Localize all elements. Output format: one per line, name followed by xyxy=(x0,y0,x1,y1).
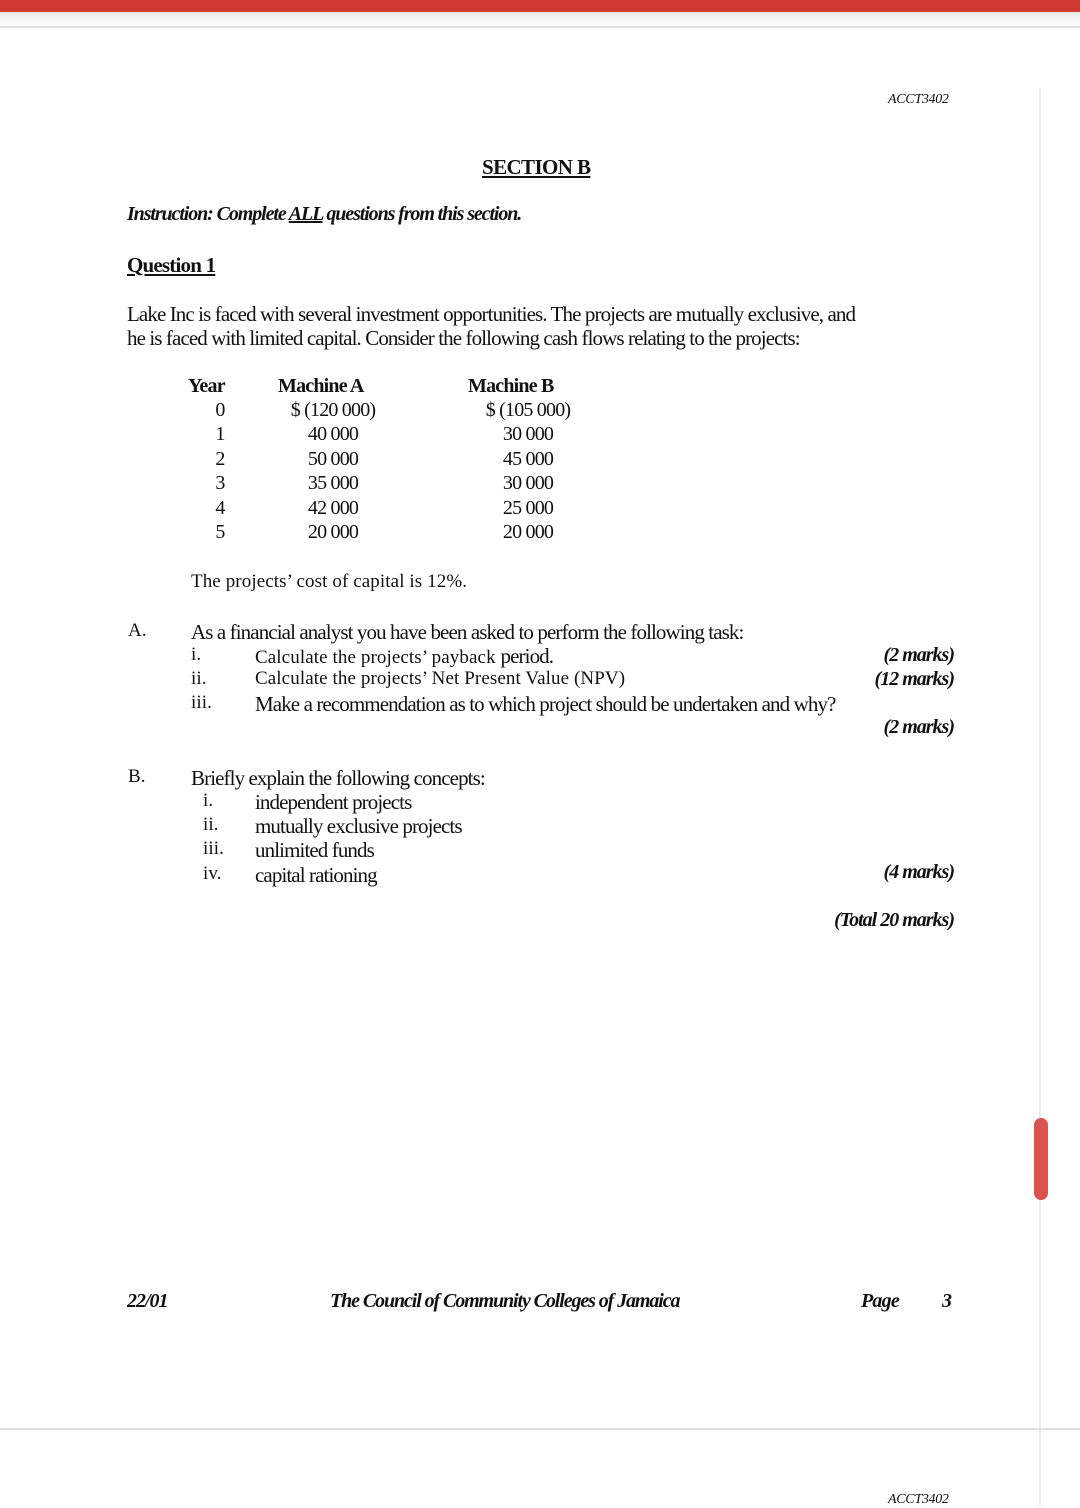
page-right-edge xyxy=(1039,88,1041,1505)
table-row xyxy=(188,447,588,471)
instruction-emphasis: ALL xyxy=(288,203,323,225)
part-a-lead: As a financial analyst you have been asked to perform the following task: xyxy=(191,620,744,644)
part-a-item-3-marks: (2 marks) xyxy=(883,716,954,738)
part-a-item-1-number: i. xyxy=(191,644,202,665)
year-cell: 1 xyxy=(215,423,225,446)
table-row xyxy=(188,398,588,422)
part-a-item-1-text-tail: period. xyxy=(500,644,554,668)
section-title: SECTION B xyxy=(482,155,591,179)
machine-b-cell: 45 000 xyxy=(502,447,554,470)
machine-a-cell: 20 000 xyxy=(307,521,359,544)
year-cell: 2 xyxy=(215,447,225,470)
machine-a-cell: 40 000 xyxy=(307,423,359,446)
part-b-marks: (4 marks) xyxy=(883,861,954,883)
table-row xyxy=(188,496,588,520)
header-machine-b: Machine B xyxy=(468,374,554,397)
part-a-item-2-marks: (12 marks) xyxy=(874,668,954,690)
cost-of-capital: The projects’ cost of capital is 12%. xyxy=(191,571,468,592)
part-b-letter: B. xyxy=(128,766,146,787)
footer-institution: The Council of Community Colleges of Jamaica xyxy=(330,1290,680,1312)
intro-line-2: he is faced with limited capital. Consider the following cash flows relating to the projects: xyxy=(127,326,800,350)
footer-page-number: 3 xyxy=(942,1290,952,1312)
total-marks: (Total 20 marks) xyxy=(834,909,954,931)
part-b-item-4-text: capital rationing xyxy=(255,863,377,887)
part-a-item-3-number: iii. xyxy=(191,692,212,713)
part-b-item-4-number: iv. xyxy=(203,863,222,884)
instruction-suffix: questions from this section. xyxy=(322,203,522,225)
question-title: Question 1 xyxy=(127,253,216,277)
intro-line-1: Lake Inc is faced with several investment opportunities. The projects are mutually exclusive, and xyxy=(127,302,856,326)
part-b-item-2-text: mutually exclusive projects xyxy=(255,814,462,838)
part-b-item-1-number: i. xyxy=(203,790,214,811)
cash-flow-table xyxy=(188,374,588,545)
part-b-lead: Briefly explain the following concepts: xyxy=(191,766,485,790)
part-a-item-1-text-main: Calculate the projects’ payback xyxy=(255,647,501,668)
instruction-prefix: Instruction: Complete xyxy=(127,203,289,225)
machine-b-cell: 20 000 xyxy=(502,521,554,544)
year-cell: 4 xyxy=(215,496,225,519)
part-a-item-1-marks: (2 marks) xyxy=(883,644,954,666)
header-machine-a: Machine A xyxy=(278,374,364,397)
machine-a-cell: 35 000 xyxy=(307,472,359,495)
machine-b-cell: 25 000 xyxy=(502,496,554,519)
machine-b-cell: 30 000 xyxy=(502,472,554,495)
machine-a-cell: $ (120 000) xyxy=(290,399,376,422)
machine-a-cell: 50 000 xyxy=(307,447,359,470)
page-separator xyxy=(0,1428,1080,1430)
table-header-row xyxy=(188,374,588,398)
top-accent-bar xyxy=(0,0,1080,12)
part-a-item-3-text: Make a recommendation as to which project should be undertaken and why? xyxy=(255,692,836,716)
footer-page-label: Page xyxy=(861,1290,899,1312)
machine-a-cell: 42 000 xyxy=(307,496,359,519)
next-page-course-code: ACCT3402 xyxy=(888,1492,949,1507)
part-a-item-2-number: ii. xyxy=(191,668,207,689)
part-a-letter: A. xyxy=(128,620,147,641)
part-b-item-1-text: independent projects xyxy=(255,790,412,814)
footer-date: 22/01 xyxy=(127,1290,168,1312)
year-cell: 5 xyxy=(215,521,225,544)
part-a-item-2-text: Calculate the projects’ Net Present Value (NPV) xyxy=(255,668,626,689)
table-row xyxy=(188,423,588,447)
header-year: Year xyxy=(188,374,225,397)
page-top-edge xyxy=(0,26,1080,28)
machine-b-cell: $ (105 000) xyxy=(485,399,571,422)
part-a-item-1-text xyxy=(255,644,553,669)
course-code: ACCT3402 xyxy=(888,92,949,107)
instruction-line xyxy=(127,203,521,226)
machine-b-cell: 30 000 xyxy=(502,423,554,446)
year-cell: 3 xyxy=(215,472,225,495)
part-b-item-3-text: unlimited funds xyxy=(255,838,374,862)
scrollbar-thumb[interactable] xyxy=(1034,1118,1048,1200)
part-b-item-3-number: iii. xyxy=(203,838,224,859)
table-row xyxy=(188,520,588,544)
part-b-item-2-number: ii. xyxy=(203,814,219,835)
year-cell: 0 xyxy=(215,399,225,422)
table-row xyxy=(188,472,588,496)
